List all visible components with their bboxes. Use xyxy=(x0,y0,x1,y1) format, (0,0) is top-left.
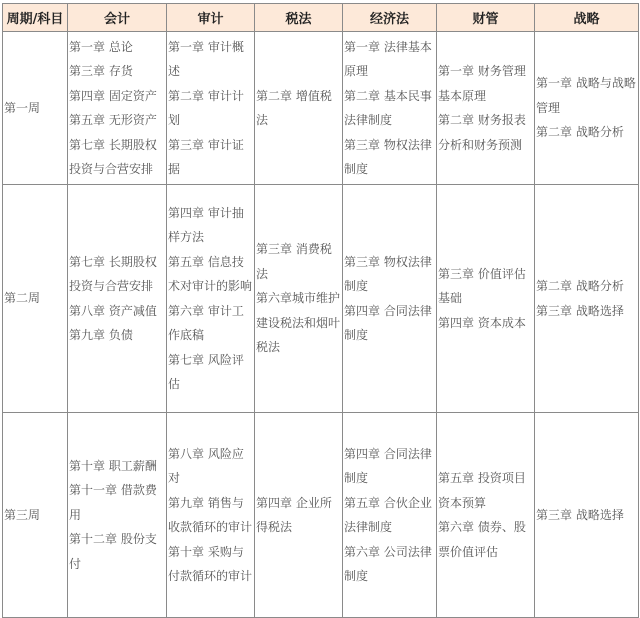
chapter-item: 第七章 长期股权投资与合营安排 xyxy=(69,137,157,176)
chapter-item: 第十章 采购与付款循环的审计 xyxy=(168,544,253,583)
cell-accounting xyxy=(68,185,167,413)
chapter-item: 第二章 审计计划 xyxy=(168,88,244,127)
period-cell: 第三周 xyxy=(3,413,68,618)
chapter-item: 第五章 合伙企业法律制度 xyxy=(344,495,432,534)
chapter-item: 第五章 信息技术对审计的影响 xyxy=(168,254,253,293)
chapter-item: 第十二章 股份支付 xyxy=(69,532,157,571)
cell-financial-management xyxy=(437,413,535,618)
cell-financial-management xyxy=(437,32,535,185)
cell-tax-law xyxy=(255,32,343,185)
chapter-item: 第一章 财务管理基本原理 xyxy=(438,64,526,103)
header-subject-financial-management: 财管 xyxy=(437,4,535,32)
chapter-item: 第二章 战略分析 xyxy=(536,279,624,293)
chapter-item: 第二章 增值税法 xyxy=(256,88,332,127)
table-row xyxy=(3,185,639,413)
header-subject-tax-law: 税法 xyxy=(255,4,343,32)
study-schedule-table xyxy=(2,3,639,618)
chapter-item: 第四章 合同法律制度 xyxy=(344,303,432,342)
chapter-item: 第四章 企业所得税法 xyxy=(256,495,332,534)
chapter-item: 第三章 审计证据 xyxy=(168,137,244,176)
cell-audit xyxy=(167,185,255,413)
chapter-item: 第六章 审计工作底稿 xyxy=(168,303,244,342)
chapter-item: 第九章 负债 xyxy=(69,328,133,342)
chapter-item: 第一章 战略与战略管理 xyxy=(536,76,636,115)
chapter-item: 第十章 职工薪酬 xyxy=(69,458,157,473)
cell-tax-law xyxy=(255,185,343,413)
header-subject-strategy: 战略 xyxy=(535,4,639,32)
period-cell: 第一周 xyxy=(3,32,68,185)
chapter-item: 第五章 投资项目资本预算 xyxy=(438,471,526,510)
cell-strategy xyxy=(535,32,639,185)
chapter-item: 第三章 存货 xyxy=(69,64,133,78)
chapter-item: 第二章 基本民事法律制度 xyxy=(344,88,432,127)
header-subject-economic-law: 经济法 xyxy=(343,4,437,32)
header-period-subject: 周期/科目 xyxy=(3,4,68,32)
chapter-item: 第七章 长期股权投资与合营安排 xyxy=(69,254,157,293)
chapter-item: 第六章 债券、股票价值评估 xyxy=(438,520,526,559)
chapter-item: 第七章 风险评估 xyxy=(168,352,244,391)
cell-economic-law xyxy=(343,413,437,618)
chapter-item: 第三章 价值评估基础 xyxy=(438,266,526,306)
table-row xyxy=(3,413,639,618)
chapter-item: 第一章 法律基本原理 xyxy=(344,39,432,78)
chapter-item: 第三章 战略选择 xyxy=(536,303,624,318)
chapter-item: 第一章 总论 xyxy=(69,39,133,54)
table-row xyxy=(3,32,639,185)
chapter-item: 第三章 物权法律制度 xyxy=(344,254,432,293)
chapter-item: 第四章 固定资产 xyxy=(69,88,157,103)
period-cell: 第二周 xyxy=(3,185,68,413)
chapter-item: 第三章 战略选择 xyxy=(536,507,624,522)
cell-audit xyxy=(167,413,255,618)
chapter-item: 第三章 物权法律制度 xyxy=(344,137,432,176)
chapter-item: 第八章 资产减值 xyxy=(69,303,157,318)
chapter-item: 第六章 公司法律制度 xyxy=(344,544,432,583)
header-subject-audit: 审计 xyxy=(167,4,255,32)
chapter-item: 第八章 风险应对 xyxy=(168,446,244,485)
cell-financial-management xyxy=(437,185,535,413)
chapter-item: 第十一章 借款费用 xyxy=(69,483,157,522)
chapter-item: 第三章 消费税法 xyxy=(256,242,332,281)
cell-strategy xyxy=(535,185,639,413)
chapter-item: 第四章 审计抽样方法 xyxy=(168,205,244,244)
cell-economic-law xyxy=(343,185,437,413)
cell-tax-law xyxy=(255,413,343,618)
chapter-item: 第一章 审计概述 xyxy=(168,39,244,78)
chapter-item: 第五章 无形资产 xyxy=(69,113,157,127)
chapter-item: 第四章 合同法律制度 xyxy=(344,446,432,485)
cell-economic-law xyxy=(343,32,437,185)
cell-audit xyxy=(167,32,255,185)
chapter-item: 第九章 销售与收款循环的审计 xyxy=(168,495,253,534)
chapter-item: 第四章 资本成本 xyxy=(438,315,526,330)
table-header-row xyxy=(3,4,639,32)
chapter-item: 第六章城市维护建设税法和烟叶税法 xyxy=(256,291,341,355)
cell-accounting xyxy=(68,413,167,618)
cell-accounting xyxy=(68,32,167,185)
header-subject-accounting: 会计 xyxy=(68,4,167,32)
chapter-item: 第二章 战略分析 xyxy=(536,125,624,140)
chapter-item: 第二章 财务报表分析和财务预测 xyxy=(438,113,526,152)
cell-strategy xyxy=(535,413,639,618)
